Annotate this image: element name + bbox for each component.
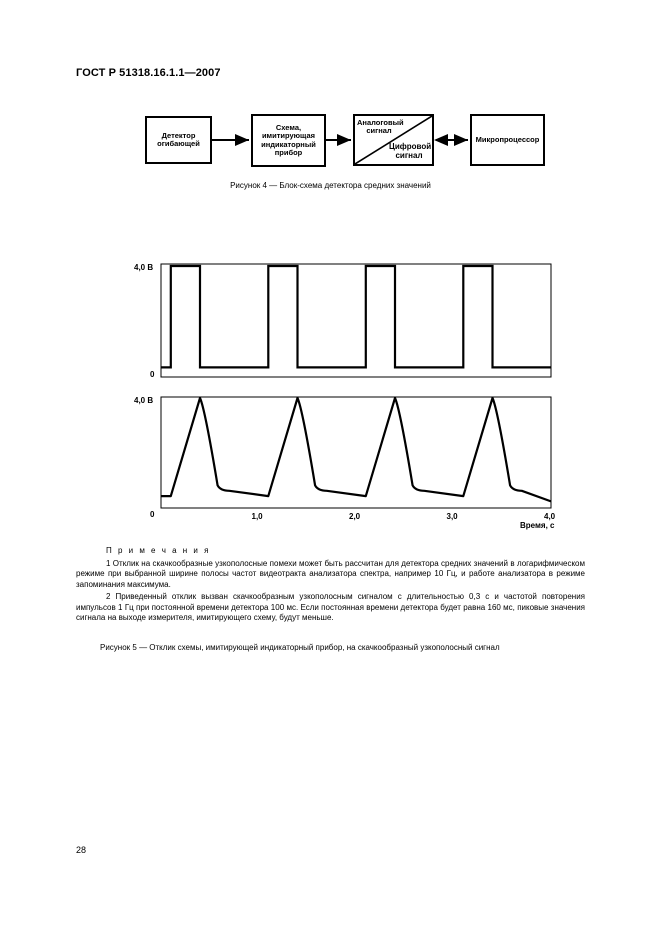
meter-simulator-line-3: индикаторный: [261, 139, 316, 149]
bottom-plot-frame: [161, 397, 551, 508]
notes-section: [76, 546, 585, 626]
adc-digital-line-2: сигнал: [395, 151, 423, 161]
response-series-line: [161, 398, 551, 501]
block-diagram: [0, 0, 661, 210]
top-plot-ytick-top: 4,0 В: [134, 263, 154, 272]
adc-analog-line-2: сигнал: [366, 126, 392, 136]
meter-simulator-line-2: имитирующая: [261, 131, 316, 141]
page-number: 28: [76, 845, 87, 855]
bottom-plot-xlabel: Время, с: [520, 521, 555, 530]
note-2: 2 Приведенный отклик вызван скачкообразным узкополосным сигналом с длительностью 0,3 с и частотой повторения импульсов 1 Гц при постоянной времени детектора 100 мс. Если постоянная времени детектора будет равна 160 мс, пиковые значения сигнала на выходе измерителя, имитирующего схему, будут меньше.: [76, 592, 585, 623]
meter-simulator-line-1: Схема,: [275, 122, 302, 132]
diagram-arrows: [0, 0, 661, 210]
document-header: ГОСТ Р 51318.16.1.1—2007: [76, 67, 221, 79]
figure-5-caption: Рисунок 5 — Отклик схемы, имитирующей индикаторный прибор, на скачкообразный узкополосный сигнал: [100, 643, 500, 652]
xtick-label: 4,0: [544, 512, 556, 521]
xtick-label: 1,0: [251, 512, 263, 521]
notes-title: П р и м е ч а н и я: [106, 546, 211, 555]
bottom-plot-ytick-top: 4,0 В: [134, 396, 154, 405]
xtick-label: 2,0: [349, 512, 361, 521]
figure-4-caption: Рисунок 4 — Блок-схема детектора средних значений: [230, 181, 431, 190]
envelope-detector-line-1: Детектор: [161, 130, 196, 140]
adc-digital-line-1: Цифровой: [389, 142, 432, 152]
pulse-series-line: [161, 266, 551, 367]
meter-simulator-line-4: прибор: [274, 147, 303, 157]
xtick-label: 3,0: [446, 512, 458, 521]
envelope-detector-line-2: огибающей: [157, 139, 200, 148]
bottom-plot-ytick-bottom: 0: [150, 510, 155, 519]
microprocessor-label: Микропроцессор: [475, 134, 540, 144]
note-1: 1 Отклик на скачкообразные узкополосные помехи может быть рассчитан для детектора средних значений в логарифмическом режиме при выбранной ширине полосы частот видеотракта анализатора спектра, например 10 Гц, и работе анализатора в режиме запоминания максимума.: [76, 558, 585, 589]
top-plot-ytick-bottom: 0: [150, 370, 155, 379]
bottom-plot-xticks: [252, 512, 556, 521]
top-plot-frame: [161, 264, 551, 377]
adc-analog-line-1: Аналоговый: [357, 118, 404, 127]
